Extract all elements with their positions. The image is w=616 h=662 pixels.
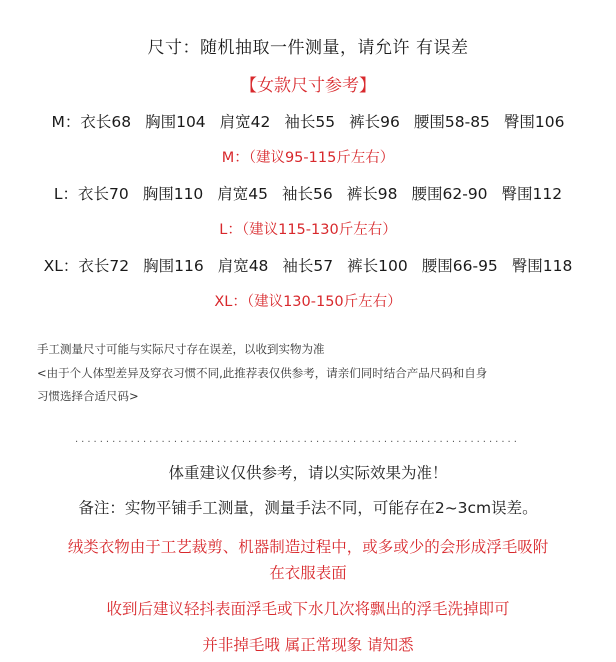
fuzz-note-2: 在衣服表面 (269, 564, 347, 582)
size-m-pants: 裤长96 (349, 113, 400, 131)
size-row-m (0, 110, 616, 132)
fuzz-note-4: 并非掉毛哦 属正常现象 请知悉 (202, 636, 414, 654)
fuzz-note-1: 绒类衣物由于工艺裁剪、机器制造过程中，或多或少的会形成浮毛吸附 (67, 538, 549, 556)
size-l-recommend: L：（建议115-130斤左右） (219, 222, 397, 238)
size-m-sleeve: 袖长55 (284, 113, 336, 131)
size-xl-sleeve: 袖长57 (282, 257, 334, 275)
fuzz-note-3: 收到后建议轻抖表面浮毛或下水几次将飘出的浮毛洗掉即可 (106, 600, 510, 618)
size-m-waist: 腰围58-85 (413, 113, 490, 131)
size-m-chest: 胸围104 (145, 113, 206, 131)
note-measurement: 手工测量尺寸可能与实际尺寸存在误差，以收到实物为准 (37, 342, 325, 356)
size-m-length: M：衣长68 (51, 113, 132, 131)
size-xl-hip: 臀围118 (511, 257, 573, 275)
size-l-chest: 胸围110 (142, 185, 204, 203)
size-xl-recommend: XL：（建议130-150斤左右） (214, 294, 402, 310)
size-m-recommend: M：（建议95-115斤左右） (221, 150, 395, 166)
size-l-shoulder: 肩宽45 (217, 185, 269, 203)
dotted-separator: ........................................................................ (75, 434, 520, 445)
size-m-hip: 臀围106 (503, 113, 565, 131)
size-l-length: L：衣长70 (53, 185, 129, 203)
size-title: 尺寸：随机抽取一件测量，请允许 有误差 (147, 38, 469, 58)
weight-note: 体重建议仅供参考，请以实际效果为准！ (168, 464, 448, 482)
size-l-pants: 裤长98 (346, 185, 398, 203)
size-m-shoulder: 肩宽42 (219, 113, 271, 131)
size-xl-shoulder: 肩宽48 (217, 257, 269, 275)
size-l-sleeve: 袖长56 (282, 185, 333, 203)
size-xl-length: XL：衣长72 (43, 257, 130, 275)
size-l-waist: 腰围62-90 (411, 185, 488, 203)
note-recommendation-cont: 习惯选择合适尺码> (37, 389, 139, 403)
size-xl-chest: 胸围116 (143, 257, 204, 275)
size-row-xl (0, 254, 616, 276)
size-xl-waist: 腰围66-95 (421, 257, 498, 275)
remark: 备注：实物平铺手工测量，测量手法不同，可能存在2~3cm误差。 (78, 499, 538, 517)
size-l-hip: 臀围112 (501, 185, 563, 203)
note-recommendation: <由于个人体型差异及穿衣习惯不同,此推荐表仅供参考，请亲们同时结合产品尺码和自身 (37, 366, 488, 380)
size-row-l (0, 182, 616, 204)
section-title: 【女款尺寸参考】 (240, 76, 376, 96)
size-xl-pants: 裤长100 (347, 257, 408, 275)
